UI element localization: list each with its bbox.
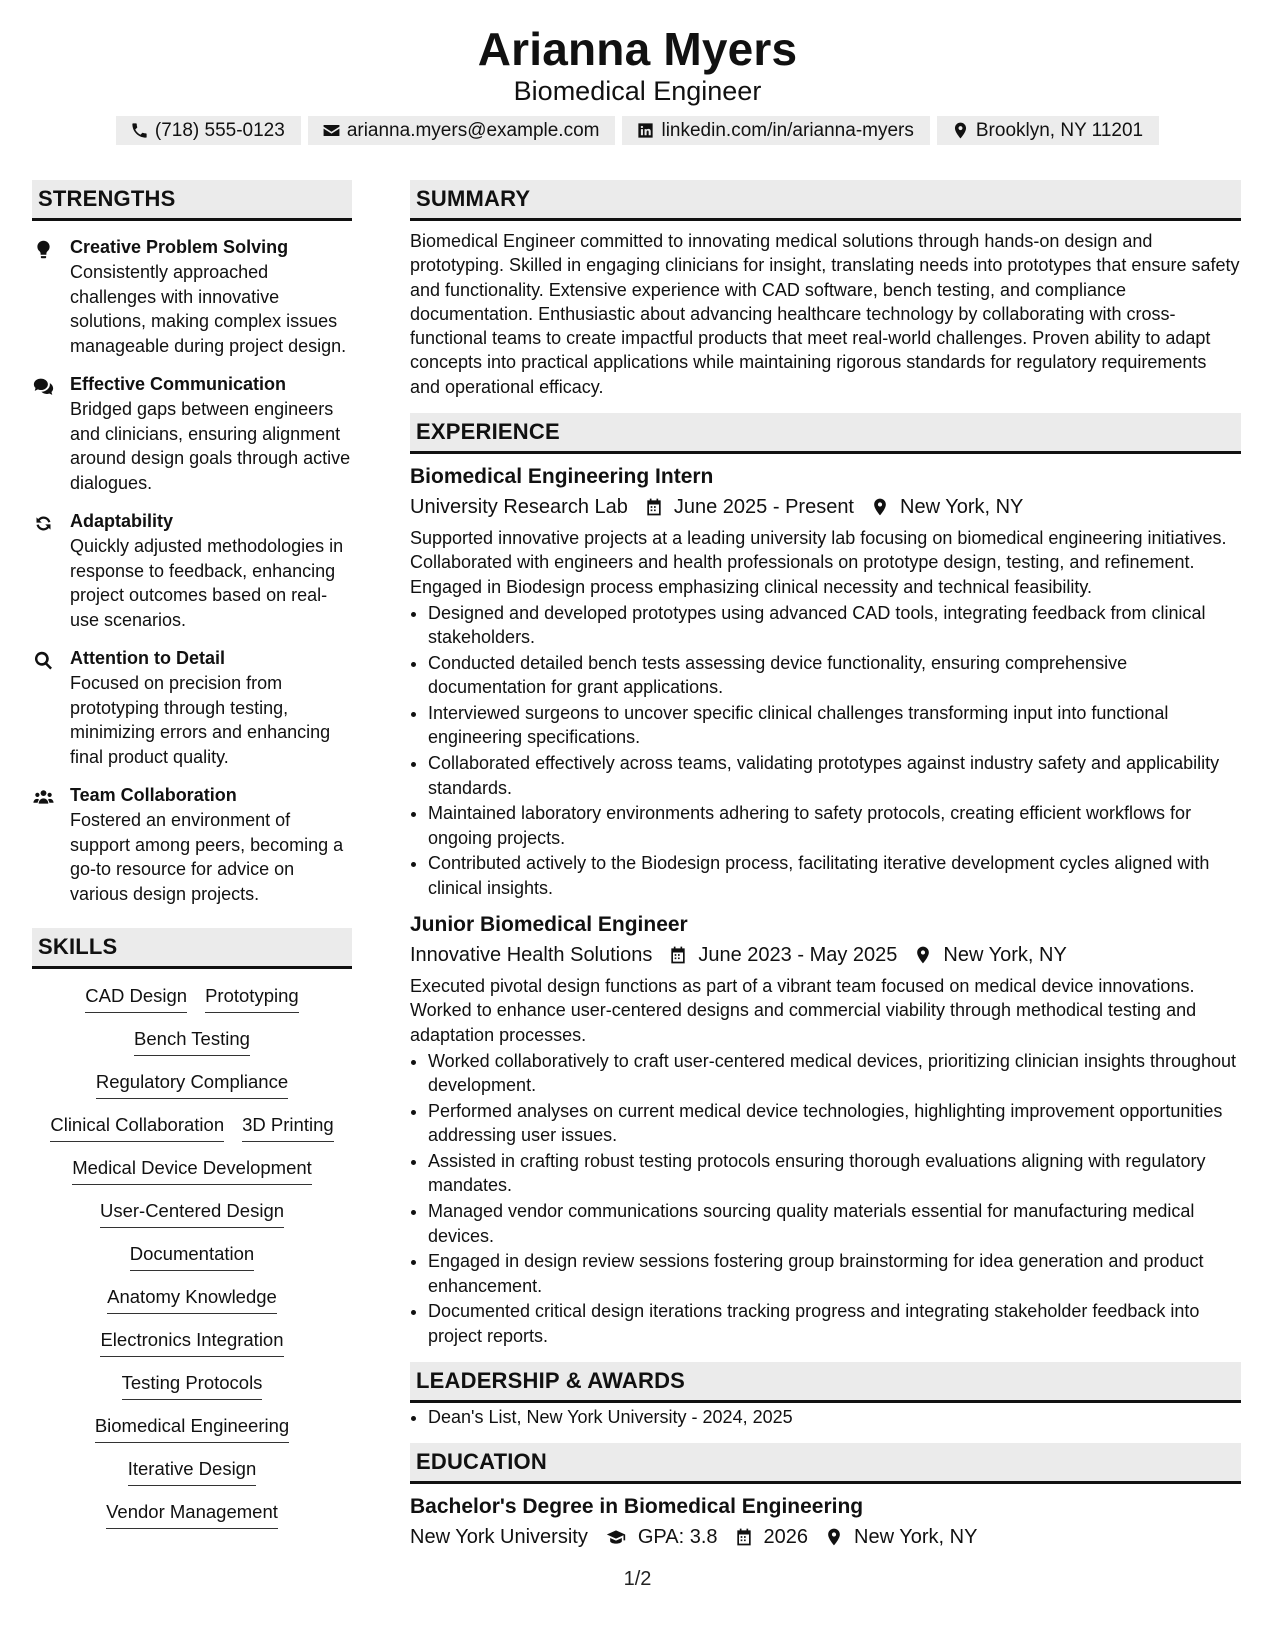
skill-tag: Documentation: [130, 1241, 254, 1271]
map-pin-icon: [951, 121, 970, 140]
right-column: [410, 180, 1241, 1552]
job-meta: [410, 492, 1241, 522]
skill-tag: Anatomy Knowledge: [107, 1284, 277, 1314]
skill-tag: Prototyping: [205, 983, 299, 1013]
candidate-name: Arianna Myers: [477, 23, 798, 75]
job-entry: [410, 910, 1241, 1348]
skill-tag: Bench Testing: [134, 1026, 250, 1056]
graduation-year: 2026: [763, 1526, 809, 1549]
linkedin-icon: [636, 121, 655, 140]
job-title: Biomedical Engineering Intern: [410, 465, 714, 489]
strength-desc: Focused on precision from prototyping through testing, minimizing errors and enhancing final product quality.: [70, 673, 331, 767]
job-bullet: • Worked collaboratively to craft user-centered medical devices, prioritizing clinician insights throughout development.: [428, 1049, 1241, 1098]
contact-bar: [0, 116, 1275, 145]
search-icon: [33, 650, 54, 671]
email-text: arianna.myers@example.com: [346, 119, 600, 141]
job-bullet: • Interviewed surgeons to uncover specific clinical challenges transforming input into functional engineering specifications.: [428, 701, 1241, 750]
map-pin-icon: [913, 945, 933, 965]
skill-tag: Vendor Management: [106, 1499, 278, 1529]
linkedin-text: linkedin.com/in/arianna-myers: [661, 119, 914, 141]
awards-heading: LEADERSHIP & AWARDS: [410, 1362, 1241, 1403]
strength-item: [32, 509, 352, 632]
degree-title: Bachelor's Degree in Biomedical Engineering: [410, 1495, 864, 1519]
users-icon: [33, 787, 54, 808]
skill-tag: Testing Protocols: [122, 1370, 263, 1400]
job-bullets: [410, 601, 1241, 900]
strength-item: [32, 646, 352, 769]
job-title: Junior Biomedical Engineer: [410, 913, 688, 937]
skill-tag: Iterative Design: [128, 1456, 257, 1486]
contact-email[interactable]: [308, 116, 616, 145]
strength-title: Creative Problem Solving: [70, 237, 289, 257]
awards-list: [410, 1405, 1241, 1429]
education-meta: [410, 1522, 1241, 1552]
location-text: Brooklyn, NY 11201: [975, 119, 1144, 141]
award-item: • Dean's List, New York University - 2024, 2025: [428, 1405, 1241, 1429]
job-dates: June 2023 - May 2025: [698, 944, 898, 967]
skill-tag: User-Centered Design: [100, 1198, 284, 1228]
strengths-heading: STRENGTHS: [32, 180, 352, 221]
gpa-text: GPA: 3.8: [637, 1526, 718, 1549]
contact-location: [937, 116, 1159, 145]
calendar-icon: [734, 1527, 754, 1547]
education-location: New York, NY: [854, 1526, 978, 1549]
contact-phone[interactable]: [116, 116, 301, 145]
job-company: University Research Lab: [410, 496, 628, 519]
job-dates: June 2025 - Present: [673, 496, 854, 519]
page-number: 1/2: [623, 1568, 652, 1590]
job-company: Innovative Health Solutions: [410, 944, 653, 967]
sync-icon: [33, 513, 54, 534]
graduation-cap-icon: [604, 1527, 628, 1547]
job-bullets: [410, 1049, 1241, 1348]
job-desc: Executed pivotal design functions as part of a vibrant team focused on medical device innovations. Worked to enhance user-centered designs and commercial viability through methodical testing and adaptation processes.: [410, 976, 1197, 1045]
comments-icon: [33, 376, 54, 397]
phone-icon: [130, 121, 149, 140]
strength-item: [32, 372, 352, 495]
job-location: New York, NY: [943, 944, 1067, 967]
skill-tag: Medical Device Development: [72, 1155, 312, 1185]
skill-tag: Electronics Integration: [100, 1327, 283, 1357]
job-bullet: • Conducted detailed bench tests assessing device functionality, ensuring comprehensive documentation for grant applications.: [428, 651, 1241, 700]
phone-text: (718) 555-0123: [154, 119, 285, 141]
contact-linkedin[interactable]: [622, 116, 929, 145]
job-meta: [410, 940, 1241, 970]
lightbulb-icon: [33, 239, 54, 260]
job-location: New York, NY: [900, 496, 1024, 519]
job-bullet: • Engaged in design review sessions fostering group brainstorming for idea generation and product enhancement.: [428, 1249, 1241, 1298]
strength-desc: Quickly adjusted methodologies in response to feedback, enhancing project outcomes based on real-use scenarios.: [70, 536, 344, 630]
job-bullet: • Collaborated effectively across teams, validating prototypes against industry safety and applicability standards.: [428, 751, 1241, 800]
calendar-icon: [668, 945, 688, 965]
skills-list: [32, 969, 352, 1529]
map-pin-icon: [870, 497, 890, 517]
education-entry: [410, 1492, 1241, 1552]
skill-tag: Biomedical Engineering: [95, 1413, 289, 1443]
job-bullet: • Designed and developed prototypes using advanced CAD tools, integrating feedback from clinical stakeholders.: [428, 601, 1241, 650]
school-name: New York University: [410, 1526, 588, 1549]
skill-tag: 3D Printing: [242, 1112, 334, 1142]
strength-item: [32, 783, 352, 906]
job-bullet: • Assisted in crafting robust testing protocols ensuring thorough evaluations aligning with regulatory mandates.: [428, 1149, 1241, 1198]
job-bullet: • Performed analyses on current medical device technologies, highlighting improvement opportunities addressing user issues.: [428, 1099, 1241, 1148]
skills-heading: SKILLS: [32, 928, 352, 969]
strength-desc: Fostered an environment of support among peers, becoming a go-to resource for advice on various design projects.: [70, 810, 344, 904]
resume-header: [0, 0, 1275, 145]
job-bullet: • Managed vendor communications sourcing quality materials essential for manufacturing medical devices.: [428, 1199, 1241, 1248]
skill-tag: Clinical Collaboration: [50, 1112, 224, 1142]
job-desc: Supported innovative projects at a leading university lab focusing on biomedical engineering initiatives. Collaborated with engineers and health professionals on prototype design, testing, and refinement. Engaged in Biodesign process emphasizing clinical necessity and technical feasibility.: [410, 528, 1227, 597]
experience-heading: EXPERIENCE: [410, 413, 1241, 454]
envelope-icon: [322, 121, 341, 140]
strength-item: [32, 235, 352, 358]
map-pin-icon: [824, 1527, 844, 1547]
skill-tag: Regulatory Compliance: [96, 1069, 288, 1099]
job-entry: [410, 462, 1241, 900]
education-heading: EDUCATION: [410, 1443, 1241, 1484]
skill-tag: CAD Design: [85, 983, 187, 1013]
job-bullet: • Contributed actively to the Biodesign process, facilitating iterative development cycles aligned with clinical insights.: [428, 851, 1241, 900]
strength-title: Effective Communication: [70, 374, 287, 394]
job-bullet: • Maintained laboratory environments adhering to safety protocols, creating efficient workflows for ongoing projects.: [428, 801, 1241, 850]
strength-desc: Bridged gaps between engineers and clinicians, ensuring alignment around design goals through active dialogues.: [70, 399, 351, 493]
strength-title: Adaptability: [70, 511, 174, 531]
summary-text: Biomedical Engineer committed to innovating medical solutions through hands-on design and prototyping. Skilled in engaging clinicians for insight, translating needs into prototypes that ensure safety and functionality. Extensive experience with CAD software, bench testing, and compliance documentation. Enthusiastic about advancing healthcare technology by collaborating with cross-functional teams to create impactful products that meet real-world challenges. Proven ability to adapt concepts into practical applications while maintaining rigorous standards for regulatory requirements and operational efficacy.: [410, 231, 1240, 397]
candidate-role: Biomedical Engineer: [513, 76, 762, 106]
strength-desc: Consistently approached challenges with innovative solutions, making complex issues manageable during project design.: [70, 262, 347, 356]
left-column: [32, 180, 352, 1529]
strength-title: Team Collaboration: [70, 785, 237, 805]
strength-title: Attention to Detail: [70, 648, 225, 668]
job-bullet: • Documented critical design iterations tracking progress and integrating stakeholder feedback into project reports.: [428, 1299, 1241, 1348]
calendar-icon: [644, 497, 664, 517]
summary-heading: SUMMARY: [410, 180, 1241, 221]
